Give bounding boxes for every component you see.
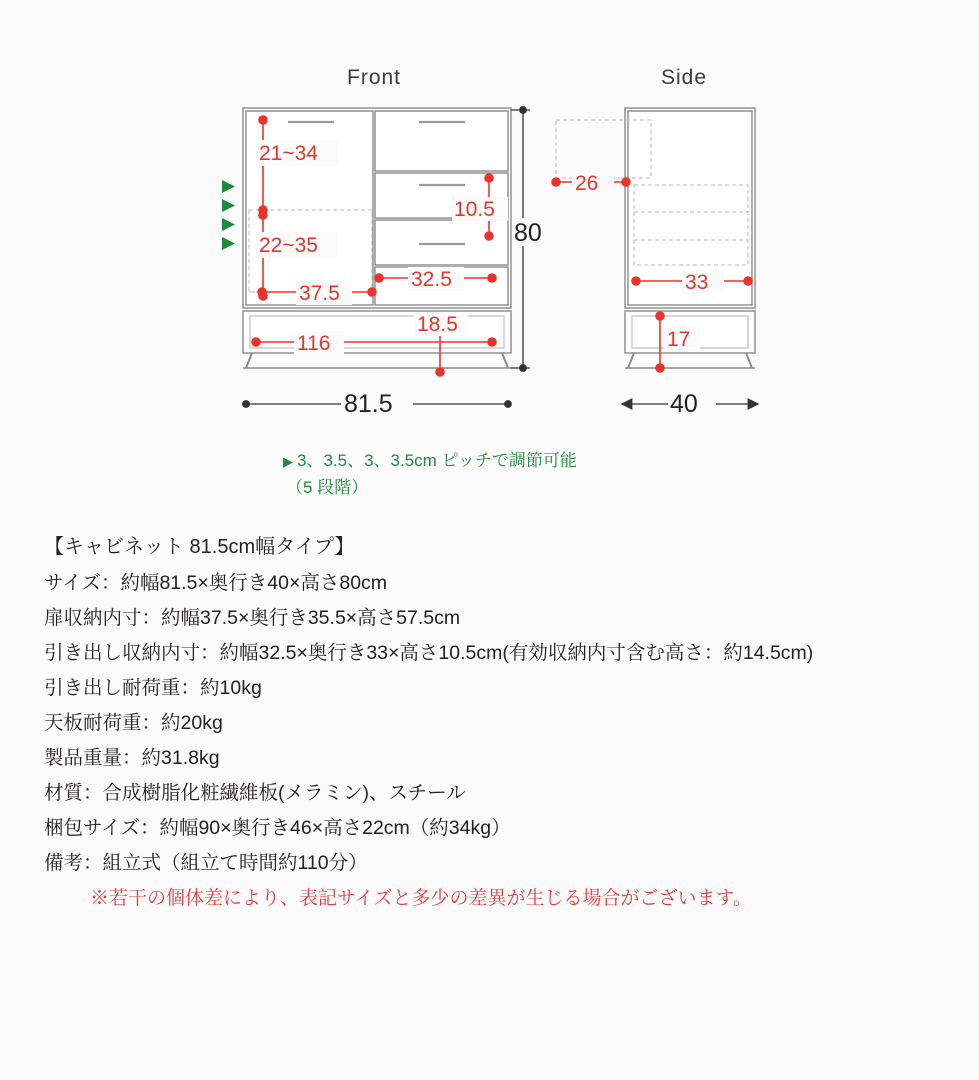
- dim-door-inner-width: 37.5: [299, 282, 340, 305]
- dim-top-depth: 26: [575, 172, 599, 195]
- side-view-title: Side: [661, 66, 708, 89]
- spec-line-weight: 製品重量：約31.8kg: [44, 747, 220, 769]
- dim-shelf-lower: 22~35: [259, 234, 318, 257]
- spec-line-material: 材質：合成樹脂化粧繊維板(メラミン)、スチール: [44, 782, 466, 804]
- spec-line-package: 梱包サイズ：約幅90×奥行き46×高さ22cm（約34kg）: [44, 817, 511, 839]
- dim-base-height: 18.5: [417, 313, 458, 336]
- dimension-diagram: [0, 0, 979, 510]
- spec-line-top-load: 天板耐荷重：約20kg: [44, 712, 223, 734]
- dim-overall-depth: 40: [670, 390, 698, 418]
- dim-shelf-upper: 21~34: [259, 142, 318, 165]
- shelf-pitch-markers: [222, 180, 235, 250]
- spec-line-remarks: 備考：組立式（組立て時間約110分）: [44, 852, 368, 874]
- dim-total-inner-width: 116: [297, 332, 331, 355]
- spec-line-drawer-load: 引き出し耐荷重：約10kg: [44, 677, 262, 699]
- cabinet-drawing: [0, 0, 979, 440]
- spec-line-size: サイズ：約幅81.5×奥行き40×高さ80cm: [44, 572, 388, 594]
- dim-drawer-height: 10.5: [454, 198, 495, 221]
- front-view-title: Front: [347, 66, 402, 89]
- spec-title: 【キャビネット 81.5cm幅タイプ】: [44, 536, 355, 558]
- pitch-note: [283, 448, 577, 501]
- dim-drawer-inner-width: 32.5: [411, 268, 452, 291]
- pitch-note-line1: 3、3.5、3、3.5cm ピッチで調節可能: [297, 451, 577, 470]
- spec-line-drawer-inner: 引き出し収納内寸：約幅32.5×奥行き33×高さ10.5cm(有効収納内寸含む高さ：約14.5cm): [44, 642, 814, 664]
- dim-overall-height: 80: [514, 219, 542, 247]
- dim-overall-width: 81.5: [344, 390, 393, 418]
- dim-base-depth: 17: [667, 328, 691, 351]
- spec-note: ※若干の個体差により、表記サイズと多少の差異が生じる場合がございます。: [90, 888, 752, 909]
- spec-line-door-inner: 扉収納内寸：約幅37.5×奥行き35.5×高さ57.5cm: [44, 607, 461, 629]
- dim-drawer-depth: 33: [685, 271, 709, 294]
- pitch-note-line2: （5 段階）: [286, 478, 369, 497]
- spec-list: [44, 528, 964, 916]
- pitch-marker-icon: ▶: [283, 454, 293, 469]
